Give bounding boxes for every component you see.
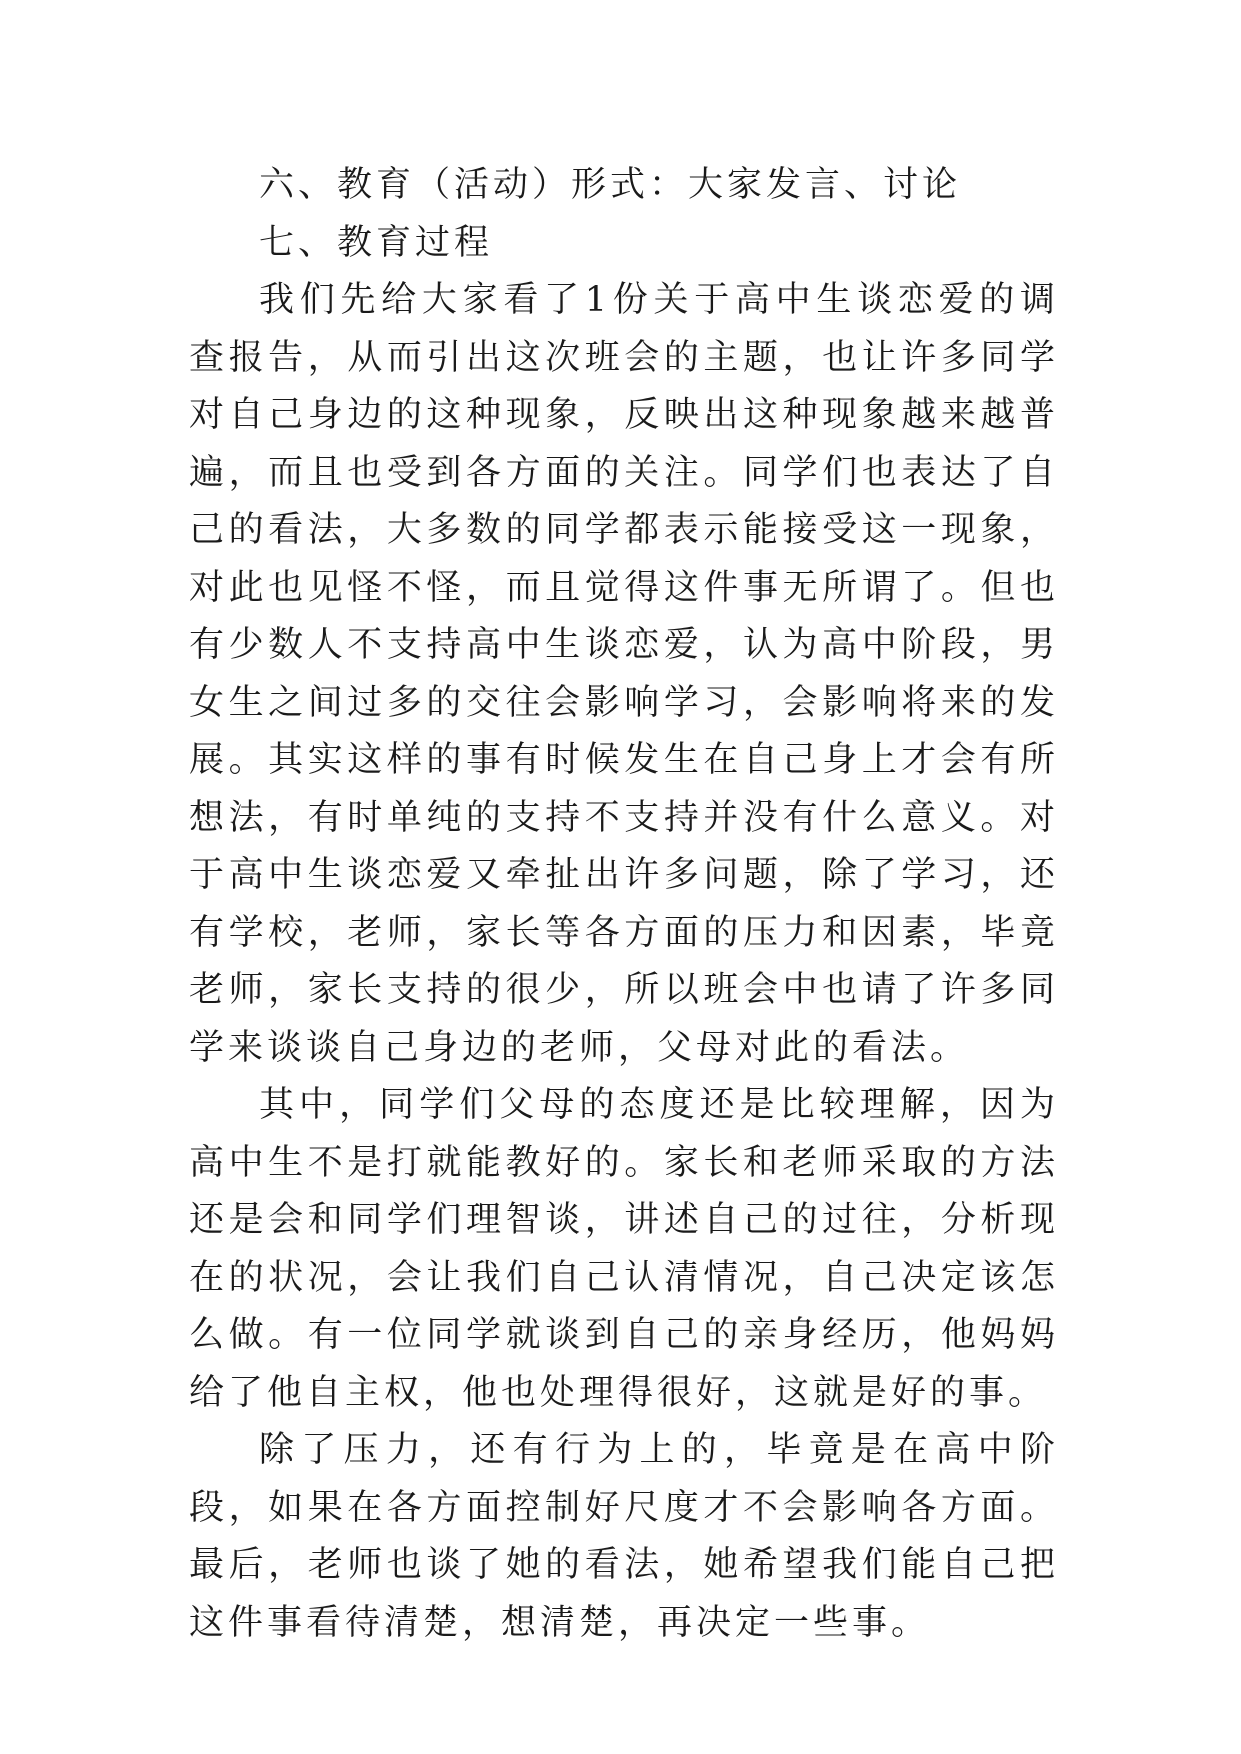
- body-paragraph: 其中，同学们父母的态度还是比较理解，因为高中生不是打就能教好的。家长和老师采取的方法还是会和同学们理智谈，讲述自己的过往，分析现在的状况，会让我们自己认清情况，自己决定该怎么做。有一位同学就谈到自己的亲身经历，他妈妈给了他自主权，他也处理得很好，这就是好的事。: [189, 1085, 1059, 1413]
- body-paragraph: 除了压力，还有行为上的，毕竟是在高中阶段，如果在各方面控制好尺度才不会影响各方面。最后，老师也谈了她的看法，她希望我们能自己把这件事看待清楚，想清楚，再决定一些事。: [189, 1430, 1059, 1643]
- section-heading-education-process: 七、教育过程: [259, 222, 494, 263]
- body-paragraph: 我们先给大家看了1份关于高中生谈恋爱的调查报告，从而引出这次班会的主题，也让许多同学对自己身边的这种现象，反映出这种现象越来越普遍，而且也受到各方面的关注。同学们也表达了自己的看法，大多数的同学都表示能接受这一现象，对此也见怪不怪，而且觉得这件事无所谓了。但也有少数人不支持高中生谈恋爱，认为高中阶段，男女生之间过多的交往会影响学习，会影响将来的发展。其实这样的事有时候发生在自己身上才会有所想法，有时单纯的支持不支持并没有什么意义。对于高中生谈恋爱又牵扯出许多问题，除了学习，还有学校，老师，家长等各方面的压力和因素，毕竟老师，家长支持的很少，所以班会中也请了许多同学来谈谈自己身边的老师，父母对此的看法。: [189, 280, 1059, 1068]
- section-heading-education-form: 六、教育（活动）形式：大家发言、讨论: [259, 165, 962, 205]
- document-body: [189, 157, 1059, 1652]
